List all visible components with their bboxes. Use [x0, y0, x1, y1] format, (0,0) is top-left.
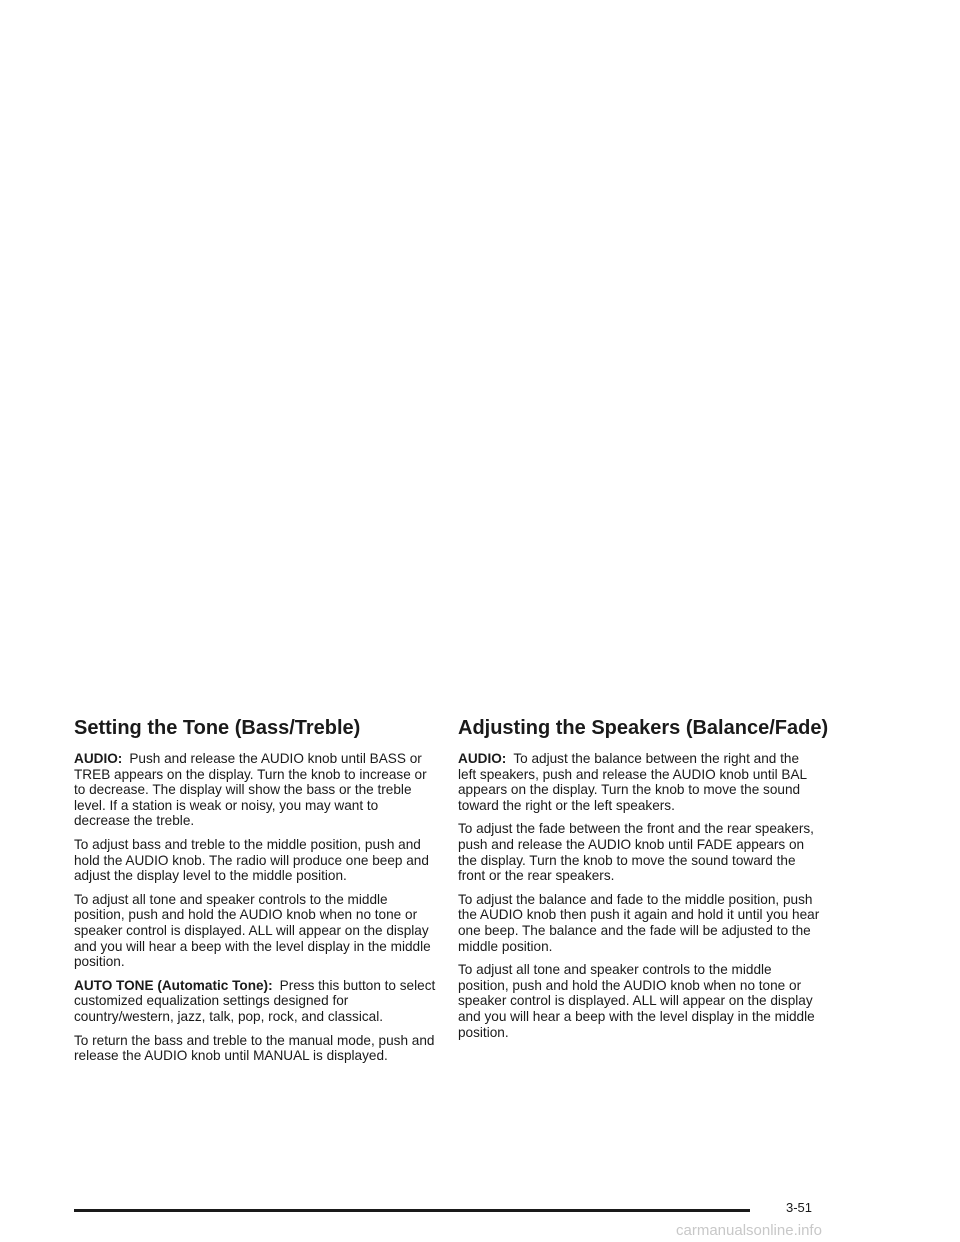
paragraph-auto-tone [74, 978, 436, 1025]
paragraph-manual-mode: To return the bass and treble to the manual mode, push and release the AUDIO knob until MANUAL is displayed. [74, 1032, 435, 1064]
auto-tone-label: AUTO TONE (Automatic Tone): [74, 977, 273, 993]
section-heading-speakers: Adjusting the Speakers (Balance/Fade) [458, 717, 829, 739]
paragraph-all-controls-speakers: To adjust all tone and speaker controls to the middle position, push and hold the AUDIO knob when no tone or speaker control is displayed. ALL will appear on the display and you will hear a beep with the level display in the middle position. [458, 962, 815, 1040]
page-number: 3-51 [786, 1200, 813, 1215]
paragraph-audio-tone [74, 751, 436, 829]
paragraph-audio-balance [458, 751, 820, 813]
paragraph-middle-position: To adjust bass and treble to the middle position, push and hold the AUDIO knob. The radio will produce one beep and adjust the display level to the middle position. [74, 836, 429, 884]
left-column [74, 715, 436, 1072]
audio-label: AUDIO: [458, 751, 507, 766]
audio-label: AUDIO: [74, 751, 123, 766]
paragraph-balance-fade-middle: To adjust the balance and fade to the middle position, push the AUDIO knob then push it again and hold it until you hear one beep. The balance and the fade will be adjusted to the middle position. [458, 891, 820, 954]
audio-tone-text: Push and release the AUDIO knob until BASS or TREB appears on the display. Turn the knob to increase or to decrease. The display will show the bass or the treble level. If a station is weak or noisy, you may want to decrease the treble. [74, 751, 427, 829]
paragraph-fade: To adjust the fade between the front and the rear speakers, push and release the AUDIO knob until FADE appears on the display. Turn the knob to move the sound toward the front or the rear speakers. [458, 821, 814, 884]
paragraph-all-controls: To adjust all tone and speaker controls to the middle position, push and hold the AUDIO knob when no tone or speaker control is displayed. ALL will appear on the display and you will hear a beep with the level display in the middle position. [74, 891, 431, 970]
auto-tone-text: Press this button to select customized equalization settings designed for country/western, jazz, talk, pop, rock, and classical. [74, 977, 436, 1024]
watermark: carmanualsonline.info [676, 1222, 822, 1239]
footer-rule [74, 1209, 750, 1212]
section-heading-tone: Setting the Tone (Bass/Treble) [74, 717, 361, 739]
audio-balance-text: To adjust the balance between the right and the left speakers, push and release the AUDIO knob until BAL appears on the display. Turn the knob to move the sound toward the right or the left speakers. [458, 751, 807, 813]
right-column [458, 715, 829, 1048]
